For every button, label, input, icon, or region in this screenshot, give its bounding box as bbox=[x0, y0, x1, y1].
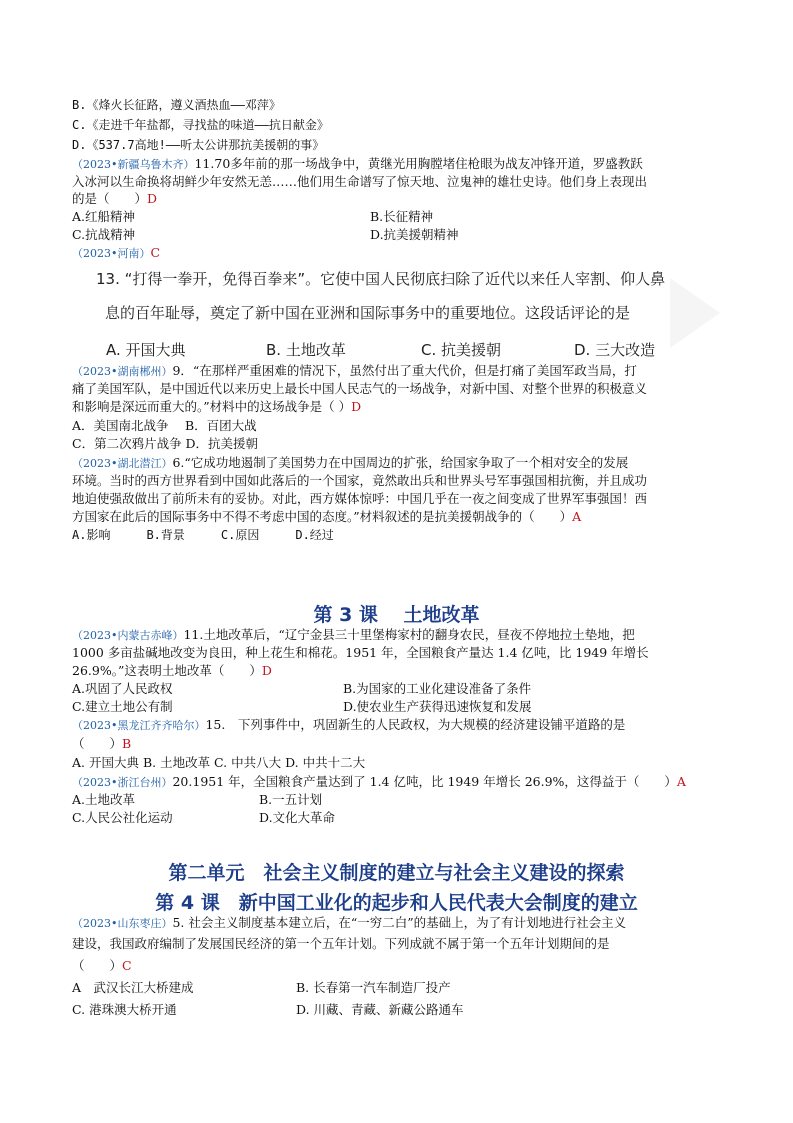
question-20-line-1: （2023•浙江台州）20.1951 年，全国粮食产量达到了 1.4 亿吨，比 1949 年增长 26.9%，这得益于（ ）A bbox=[72, 774, 686, 789]
option-b: B.长征精神 bbox=[370, 209, 434, 224]
option-a: A 武汉长江大桥建成 bbox=[72, 980, 194, 995]
question-11-line-2: 入冰河以生命换将胡鲜少年安然无恙……他们用生命谱写了惊天地、泣鬼神的雄壮史诗。他们身上表现出 bbox=[72, 174, 648, 189]
option-a: A.巩固了人民政权 bbox=[72, 681, 173, 696]
question-6-line-3: 地迫使强敌做出了前所未有的妥协。对此，西方媒体惊呼：中国几乎在一夜之间变成了世界军事强国！西 bbox=[72, 491, 648, 506]
question-11b-line-1: （2023•内蒙古赤峰）11.土地改革后，“辽宁金县三十里堡梅家村的翻身农民，昼夜不停地拉土垫地，把 bbox=[72, 627, 635, 642]
answer-mark: A bbox=[676, 774, 686, 789]
option-row: A.红船精神 bbox=[72, 209, 136, 224]
option-d: D.使农业生产获得迅速恢复和发展 bbox=[343, 699, 532, 714]
question-6-line-1: （2023•湖北潜江）6.“它成功地遏制了美国势力在中国周边的扩张，给国家争取了一个相对安全的发展 bbox=[72, 455, 629, 470]
question-source: （2023•新疆乌鲁木齐） bbox=[72, 158, 195, 171]
unit-2-title: 第二单元 社会主义制度的建立与社会主义建设的探索 bbox=[168, 862, 625, 884]
question-11b-line-3: 26.9%。”这表明土地改革（ ）D bbox=[72, 663, 272, 678]
option-row: C．第二次鸦片战争 D．抗美援朝 bbox=[72, 436, 259, 451]
question-source: （2023•湖南郴州） bbox=[72, 365, 173, 378]
answer-mark: D bbox=[261, 663, 272, 678]
option-a: A. 开国大典 bbox=[106, 341, 186, 359]
answer-mark: B bbox=[122, 736, 132, 751]
option-d: D.《537.7高地!——听太公讲那抗美援朝的事》 bbox=[72, 138, 325, 152]
answer-mark: C bbox=[122, 958, 132, 973]
question-source: （2023•黑龙江齐齐哈尔） bbox=[72, 719, 206, 732]
question-13-source: （2023•河南）C bbox=[72, 245, 161, 260]
question-11-line-1: （2023•新疆乌鲁木齐）11.70多年前的那一场战争中，黄继光用胸膛堵住枪眼为战友冲锋开道，罗盛教跃 bbox=[72, 156, 643, 171]
question-13-line-1: 13. “打得一拳开，免得百拳来”。它使中国人民彻底扫除了近代以来任人宰割、仰人鼻 bbox=[96, 270, 666, 288]
question-source: （2023•湖北潜江） bbox=[72, 457, 173, 470]
option-c: C.《走进千年盐都，寻找盐的味道——抗日献金》 bbox=[72, 118, 329, 132]
question-5-line-3: （ ）C bbox=[72, 958, 132, 973]
question-source: （2023•山东枣庄） bbox=[72, 917, 173, 930]
option-c: C. 港珠澳大桥开通 bbox=[72, 1002, 177, 1017]
option-b: B.一五计划 bbox=[259, 792, 323, 807]
option-row: C.抗战精神 bbox=[72, 227, 136, 242]
option-b: B.为国家的工业化建设准备了条件 bbox=[343, 681, 532, 696]
option-c: C.建立土地公有制 bbox=[72, 699, 173, 714]
option-b: B. 长春第一汽车制造厂投产 bbox=[296, 980, 451, 995]
answer-mark: C bbox=[150, 245, 161, 260]
question-source: （2023•浙江台州） bbox=[72, 776, 173, 789]
question-6-line-4: 方国家在此后的国际事务中不得不考虑中国的态度。”材料叙述的是抗美援朝战争的（ ）A bbox=[72, 509, 582, 524]
option-row: A.影响 B.背景 C.原因 D.经过 bbox=[72, 528, 334, 542]
option-d: D.文化大革命 bbox=[259, 810, 336, 825]
question-11b-line-2: 1000 多亩盐碱地改变为良田，种上花生和棉花。1951 年，全国粮食产量达 1.4 亿吨，比 1949 年增长 bbox=[72, 645, 649, 660]
option-b: B. 土地改革 bbox=[266, 341, 346, 359]
answer-mark: D bbox=[147, 191, 158, 206]
watermark-graphic bbox=[660, 278, 720, 348]
option-d: D. 三大改造 bbox=[574, 341, 656, 359]
question-9-line-3: 和影响是深远而重大的。”材料中的这场战争是（ ）D bbox=[72, 399, 362, 414]
option-row: A. 开国大典 B. 土地改革 C. 中共八大 D. 中共十二大 bbox=[72, 755, 366, 770]
question-15-line-1: （2023•黑龙江齐齐哈尔）15. 下列事件中，巩固新生的人民政权，为大规模的经济建设铺平道路的是 bbox=[72, 717, 626, 732]
option-row: A．美国南北战争 B．百团大战 bbox=[72, 418, 257, 433]
lesson-4-title: 第 4 课 新中国工业化的起步和人民代表大会制度的建立 bbox=[155, 892, 638, 914]
option-d: D.抗美援朝精神 bbox=[370, 227, 459, 242]
lesson-3-title: 第 3 课 土地改革 bbox=[313, 604, 480, 626]
question-6-line-2: 环境。当时的西方世界看到中国如此落后的一个国家，竟然敢出兵和世界头号军事强国相抗衡，并且成功 bbox=[72, 473, 648, 488]
question-11-line-3: 的是（ ）D bbox=[72, 191, 158, 206]
question-source: （2023•内蒙古赤峰） bbox=[72, 629, 184, 642]
option-a: A.土地改革 bbox=[72, 792, 136, 807]
option-d: D. 川藏、青藏、新藏公路通车 bbox=[296, 1002, 464, 1017]
question-15-line-2: （ ）B bbox=[72, 736, 132, 751]
question-9-line-1: （2023•湖南郴州）9．“在那样严重困难的情况下，虽然付出了重大代价，但是打痛了美国军政当局，打 bbox=[72, 363, 637, 378]
answer-mark: A bbox=[572, 509, 582, 524]
question-5-line-1: （2023•山东枣庄）5. 社会主义制度基本建立后，在“一穷二白”的基础上，为了有计划地进行社会主义 bbox=[72, 915, 627, 930]
question-5-line-2: 建设，我国政府编制了发展国民经济的第一个五年计划。下列成就不属于第一个五年计划期间的是 bbox=[72, 936, 610, 951]
question-9-line-2: 痛了美国军队，是中国近代以来历史上最长中国人民志气的一场战争，对新中国、对整个世界的积极意义 bbox=[72, 381, 648, 396]
option-c: C. 抗美援朝 bbox=[421, 341, 502, 359]
option-b: B.《烽火长征路，遵义酒热血——邓萍》 bbox=[72, 98, 281, 112]
option-c: C.人民公社化运动 bbox=[72, 810, 173, 825]
question-13-line-2: 息的百年耻辱，奠定了新中国在亚洲和国际事务中的重要地位。这段话评论的是 bbox=[105, 304, 631, 322]
answer-mark: D bbox=[351, 399, 362, 414]
